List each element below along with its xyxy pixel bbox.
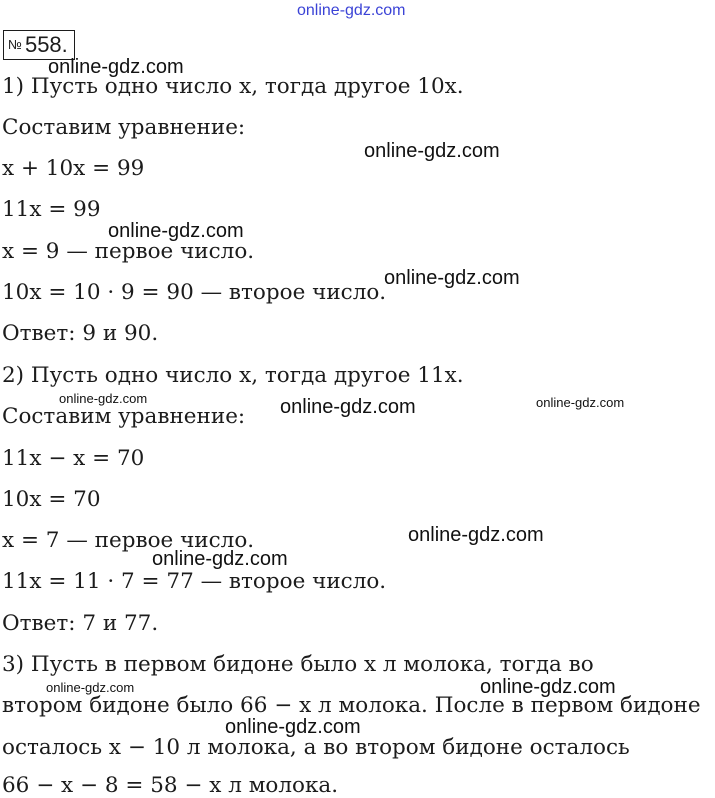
solution-line-6: 10x = 10 · 9 = 90 — второе число. xyxy=(2,280,387,305)
solution-line-16: втором бидоне было 66 − x л молока. После в первом бидоне xyxy=(2,693,701,718)
watermark: online-gdz.com xyxy=(408,524,544,546)
watermark: online-gdz.com xyxy=(48,56,184,78)
solution-line-5: x = 9 — первое число. xyxy=(2,239,255,264)
watermark: online-gdz.com xyxy=(384,267,520,289)
watermark: online-gdz.com xyxy=(46,680,135,695)
watermark: online-gdz.com xyxy=(480,676,616,698)
solution-line-8: 2) Пусть одно число x, тогда другое 11x. xyxy=(2,363,464,388)
solution-line-14: Ответ: 7 и 77. xyxy=(2,611,159,636)
solution-line-12: x = 7 — первое число. xyxy=(2,528,255,553)
problem-number: 558. xyxy=(24,32,68,57)
watermark: online-gdz.com xyxy=(536,395,625,410)
solution-line-4: 11x = 99 xyxy=(2,197,101,222)
header-watermark: online-gdz.com xyxy=(297,2,406,19)
watermark: online-gdz.com xyxy=(280,396,416,418)
solution-line-1: 1) Пусть одно число x, тогда другое 10x. xyxy=(2,74,464,99)
solution-line-15: 3) Пусть в первом бидоне было x л молока, тогда во xyxy=(2,652,594,677)
solution-line-9: Составим уравнение: xyxy=(2,404,246,429)
solution-line-11: 10x = 70 xyxy=(2,487,101,512)
watermark: online-gdz.com xyxy=(152,548,288,570)
number-sign: № xyxy=(8,36,22,52)
watermark: online-gdz.com xyxy=(59,391,148,406)
watermark: online-gdz.com xyxy=(225,716,361,738)
solution-line-7: Ответ: 9 и 90. xyxy=(2,321,159,346)
solution-line-13: 11x = 11 · 7 = 77 — второе число. xyxy=(2,569,387,594)
watermark: online-gdz.com xyxy=(364,140,500,162)
solution-line-18: 66 − x − 8 = 58 − x л молока. xyxy=(2,773,339,798)
watermark: online-gdz.com xyxy=(108,220,244,242)
solution-line-17: осталось x − 10 л молока, а во втором бидоне осталось xyxy=(2,735,630,760)
solution-line-2: Составим уравнение: xyxy=(2,115,246,140)
solution-line-10: 11x − x = 70 xyxy=(2,446,145,471)
solution-line-3: x + 10x = 99 xyxy=(2,156,145,181)
